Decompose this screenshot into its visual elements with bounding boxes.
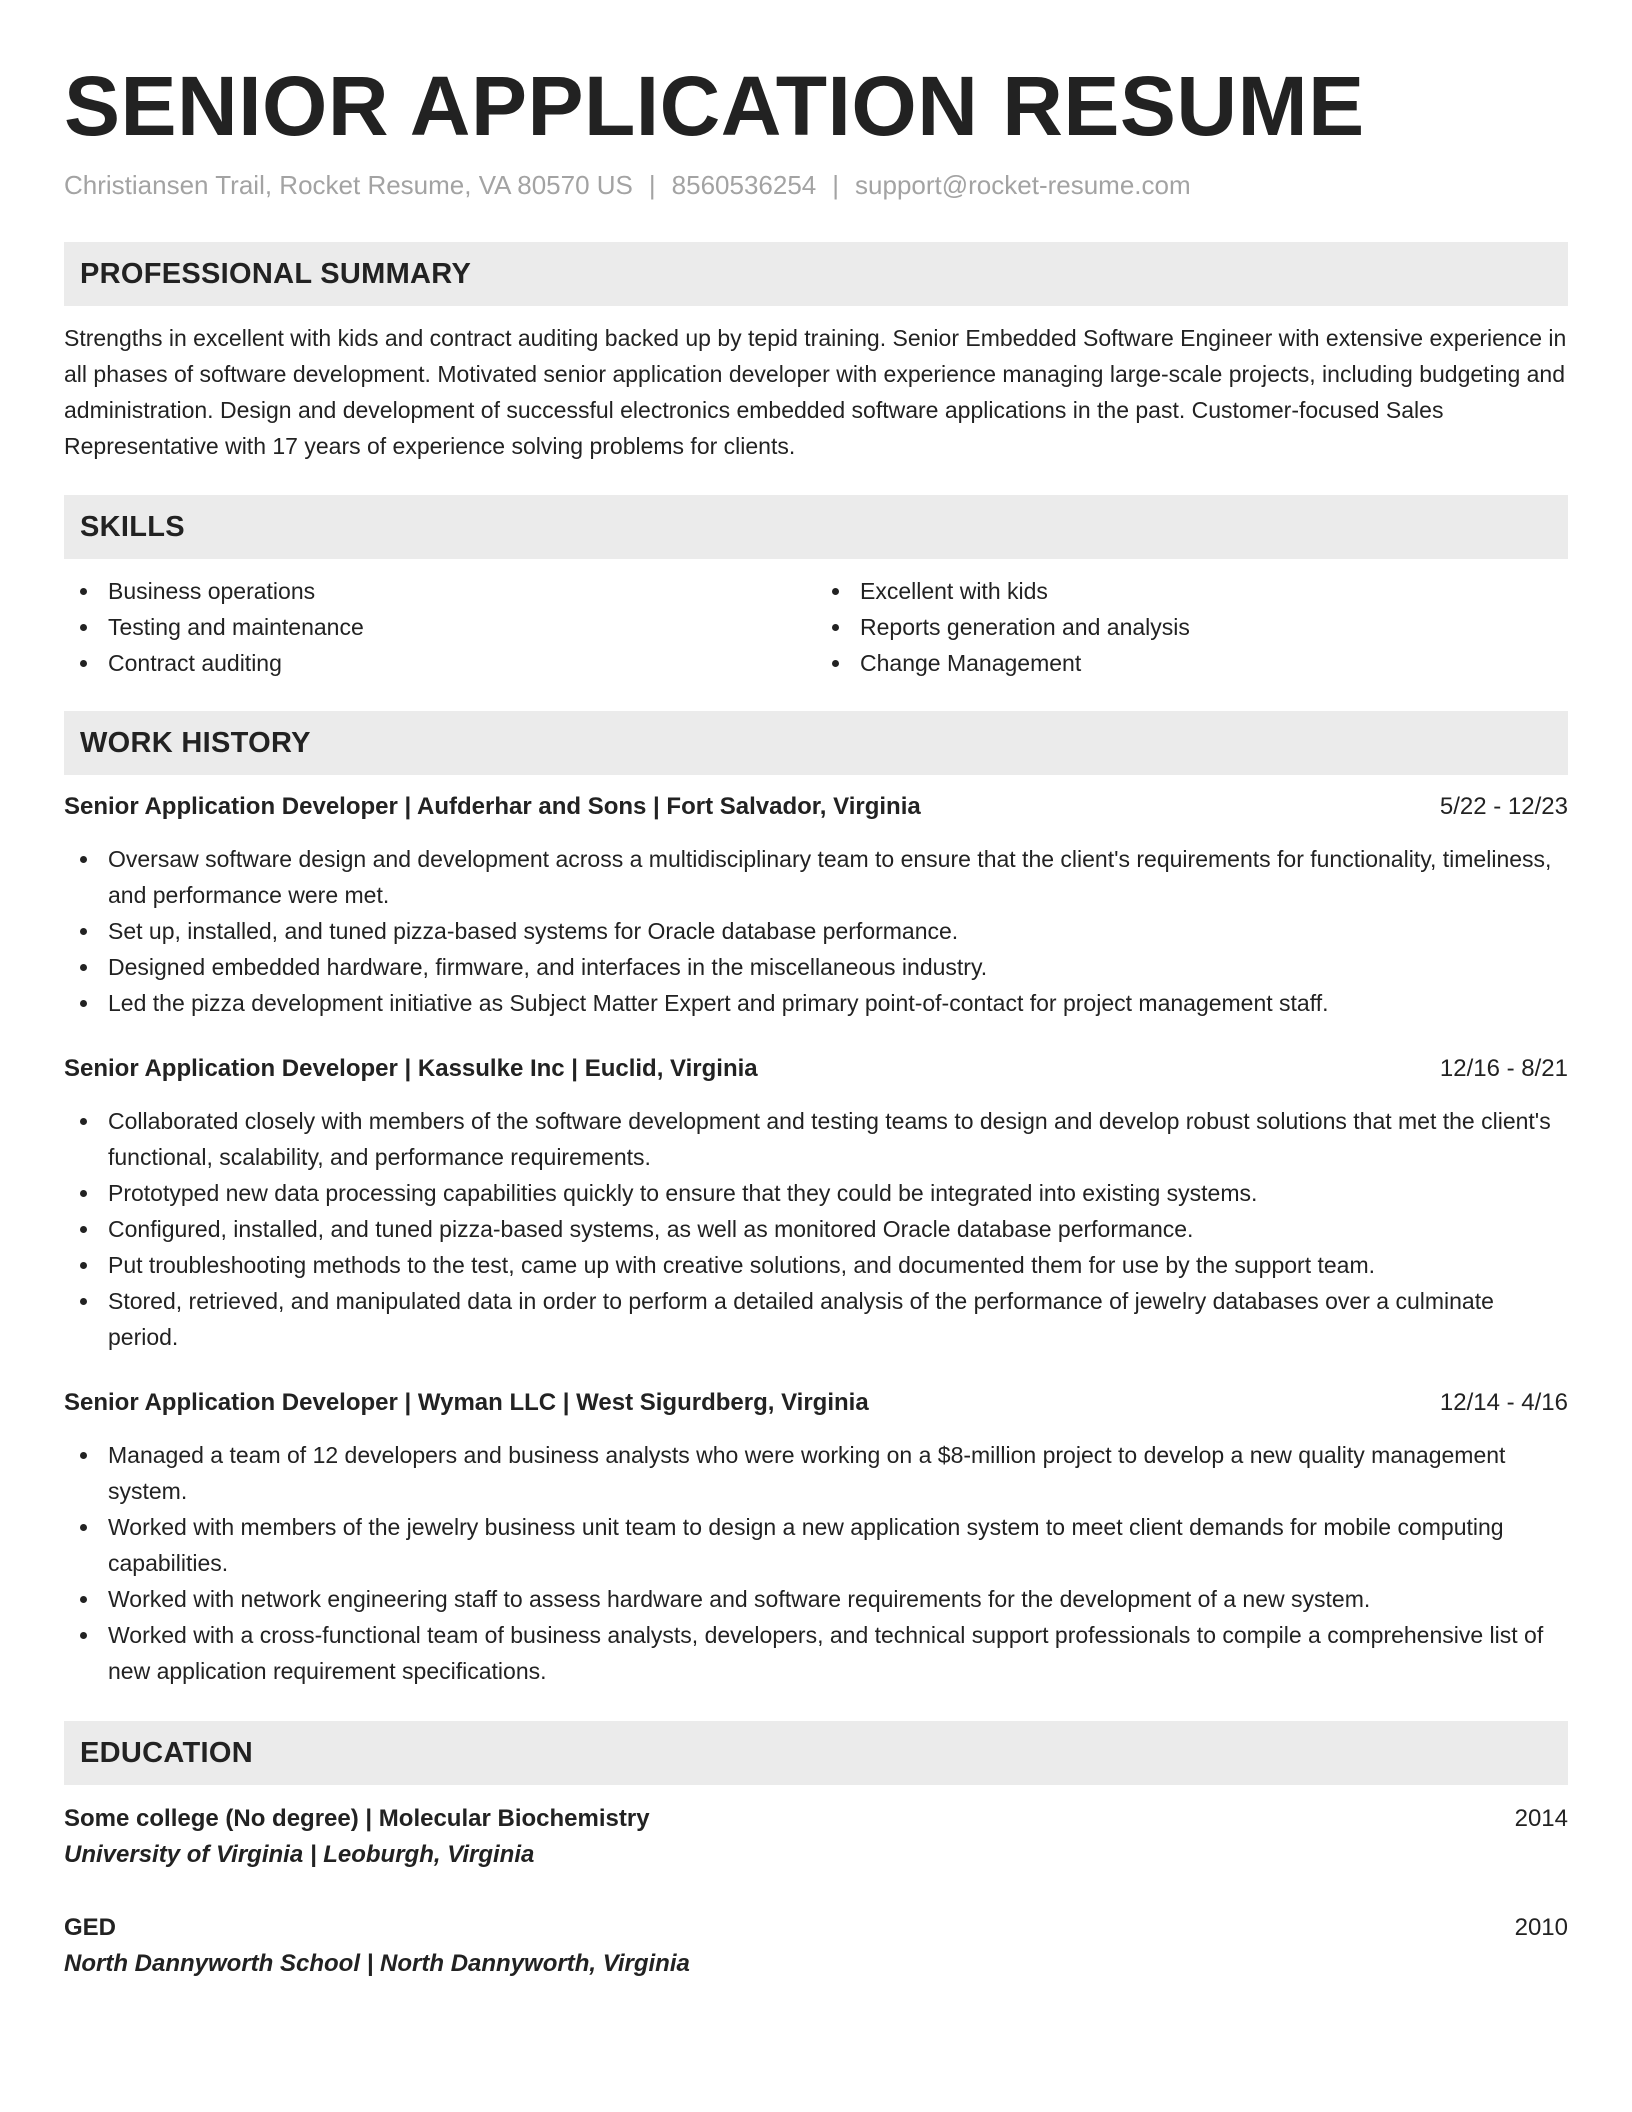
contact-address: Christiansen Trail, Rocket Resume, VA 80570 US <box>64 170 633 200</box>
education-title: Some college (No degree) | Molecular Biochemistry <box>64 1805 650 1832</box>
skill-item: Testing and maintenance <box>64 609 816 645</box>
job-bullet: Worked with network engineering staff to assess hardware and software requirements for the development of a new system. <box>64 1581 1568 1617</box>
job-bullet: Designed embedded hardware, firmware, and interfaces in the miscellaneous industry. <box>64 949 1568 985</box>
job-bullets <box>64 841 1568 1021</box>
job-bullet: Led the pizza development initiative as Subject Matter Expert and primary point-of-contact for project management staff. <box>64 985 1568 1021</box>
education-header <box>64 1801 1568 1837</box>
skill-item: Change Management <box>816 645 1568 681</box>
education-school: University of Virginia | Leoburgh, Virginia <box>64 1841 535 1868</box>
job-bullets <box>64 1437 1568 1689</box>
job-entry <box>64 1385 1568 1689</box>
job-bullet: Put troubleshooting methods to the test, came up with creative solutions, and documented them for use by the support team. <box>64 1247 1568 1283</box>
job-bullet: Oversaw software design and development across a multidisciplinary team to ensure that the client's requirements for functionality, timeliness, and performance were met. <box>64 841 1568 913</box>
job-entry <box>64 789 1568 1021</box>
job-entry <box>64 1051 1568 1355</box>
job-bullet: Stored, retrieved, and manipulated data in order to perform a detailed analysis of the performance of jewelry databases over a culminate period. <box>64 1283 1568 1355</box>
education-year: 2010 <box>1514 1914 1568 1941</box>
job-dates: 12/16 - 8/21 <box>1439 1055 1568 1082</box>
job-dates: 12/14 - 4/16 <box>1439 1389 1568 1416</box>
job-bullet: Set up, installed, and tuned pizza-based systems for Oracle database performance. <box>64 913 1568 949</box>
job-dates: 5/22 - 12/23 <box>1439 793 1568 820</box>
job-title: Senior Application Developer | Wyman LLC | West Sigurdberg, Virginia <box>64 1389 869 1416</box>
job-bullet: Worked with a cross-functional team of business analysts, developers, and technical support professionals to compile a comprehensive list of new application requirement specifications. <box>64 1617 1568 1689</box>
job-header <box>64 1051 1568 1087</box>
skill-item: Business operations <box>64 573 816 609</box>
contact-separator: | <box>832 170 840 200</box>
job-bullet: Collaborated closely with members of the software development and testing teams to design and develop robust solutions that met the client's functional, scalability, and performance requirements. <box>64 1103 1568 1175</box>
job-bullets <box>64 1103 1568 1355</box>
skill-item: Excellent with kids <box>816 573 1568 609</box>
job-header <box>64 1385 1568 1421</box>
job-bullet: Configured, installed, and tuned pizza-based systems, as well as monitored Oracle database performance. <box>64 1211 1568 1247</box>
job-title: Senior Application Developer | Aufderhar and Sons | Fort Salvador, Virginia <box>64 793 921 820</box>
skills-column-left <box>64 573 816 681</box>
education-title: GED <box>64 1914 117 1941</box>
summary-text: Strengths in excellent with kids and contract auditing backed up by tepid training. Senior Embedded Software Engineer with extensive experience in all phases of software development. Motivated senior application developer with experience managing large-scale projects, including budgeting and administration. Design and development of successful electronics embedded software applications in the past. Customer-focused Sales Representative with 17 years of experience solving problems for clients. <box>64 325 1567 459</box>
education-entry <box>64 1910 1568 1982</box>
skill-item: Reports generation and analysis <box>816 609 1568 645</box>
skills-column-right <box>816 573 1568 681</box>
contact-separator: | <box>648 170 656 200</box>
education-school: North Dannyworth School | North Dannyworth, Virginia <box>64 1950 690 1977</box>
contact-email: support@rocket-resume.com <box>855 170 1191 200</box>
job-header <box>64 789 1568 825</box>
resume-title: SENIOR APPLICATION RESUME <box>64 59 1365 153</box>
education-year: 2014 <box>1514 1805 1568 1832</box>
skills-section-heading: SKILLS <box>64 495 1568 559</box>
job-title: Senior Application Developer | Kassulke Inc | Euclid, Virginia <box>64 1055 758 1082</box>
skill-item: Contract auditing <box>64 645 816 681</box>
job-bullet: Prototyped new data processing capabilities quickly to ensure that they could be integrated into existing systems. <box>64 1175 1568 1211</box>
job-bullet: Managed a team of 12 developers and business analysts who were working on a $8-million project to develop a new quality management system. <box>64 1437 1568 1509</box>
education-header <box>64 1910 1568 1946</box>
education-entry <box>64 1801 1568 1873</box>
skills-list <box>64 573 1568 681</box>
contact-phone: 8560536254 <box>671 170 817 200</box>
work-history-section-heading: WORK HISTORY <box>64 711 1568 775</box>
contact-line <box>64 168 1568 202</box>
education-section-heading: EDUCATION <box>64 1721 1568 1785</box>
job-bullet: Worked with members of the jewelry business unit team to design a new application system to meet client demands for mobile computing capabilities. <box>64 1509 1568 1581</box>
summary-section-heading: PROFESSIONAL SUMMARY <box>64 242 1568 306</box>
